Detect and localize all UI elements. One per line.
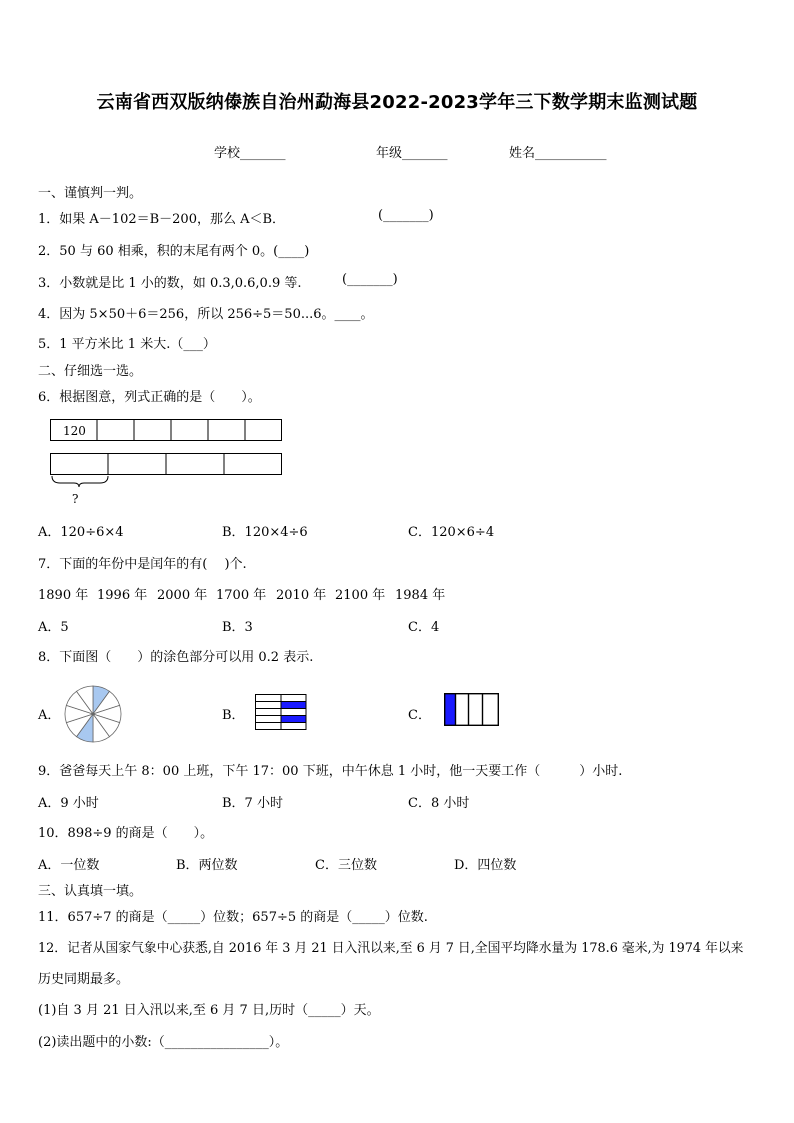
option-8a[interactable]: A． [38,708,61,723]
question-12-line-1: 12．记者从国家气象中心获悉,自 2016 年 3 月 21 日入汛以来,至 6 月 7 日,全国平均降水量为 178.6 毫米,为 1974 年以来 [38,941,744,956]
option-7c[interactable]: C．4 [408,620,440,635]
question-11: 11．657÷7 的商是（_____）位数；657÷5 的商是（_____）位数. [38,910,428,925]
section-heading-2: 二、仔细选一选。 [38,364,143,379]
question-5: 5．1 平方米比 1 米大.（___） [38,337,216,352]
year-item: 1700 年 [216,588,267,603]
question-4: 4．因为 5×50＋6＝256，所以 256÷5＝50...6。____。 [38,307,374,322]
option-10c[interactable]: C．三位数 [315,858,377,873]
grade-field[interactable]: 年级_______ [376,146,448,161]
option-8b[interactable]: B． [222,708,245,723]
option-10a[interactable]: A．一位数 [38,858,100,873]
question-10: 10．898÷9 的商是（ ）。 [38,826,214,841]
answer-blank-3[interactable]: (_______) [342,272,398,287]
year-item: 2100 年 [335,588,386,603]
year-item: 2010 年 [276,588,327,603]
option-9a[interactable]: A．9 小时 [38,796,99,811]
option-6b[interactable]: B．120×4÷6 [222,525,308,540]
option-8c[interactable]: C． [408,708,431,723]
option-10b[interactable]: B．两位数 [176,858,238,873]
section-heading-1: 一、谨慎判一判。 [38,186,143,201]
diagram-question-mark: ? [72,492,79,506]
option-6a[interactable]: A．120÷6×4 [38,525,124,540]
year-item: 1984 年 [395,588,446,603]
option-9c[interactable]: C．8 小时 [408,796,470,811]
question-12-part-1: (1)自 3 月 21 日入汛以来,至 6 月 7 日,历时（_____）天。 [38,1003,380,1018]
question-8: 8．下面图（ ）的涂色部分可以用 0.2 表示. [38,650,314,665]
page-title: 云南省西双版纳傣族自治州勐海县2022-2023学年三下数学期末监测试题 [96,92,698,113]
shaded-circle-figure [64,685,122,743]
option-10d[interactable]: D．四位数 [454,858,517,873]
school-field[interactable]: 学校_______ [214,146,286,161]
question-9: 9．爸爸每天上午 8：00 上班，下午 17：00 下班，中午休息 1 小时，他一天要工作（ ）小时. [38,764,623,779]
shaded-bar-figure [444,693,500,727]
question-7: 7．下面的年份中是闰年的有( )个. [38,557,247,572]
question-12-part-2: (2)读出题中的小数:（________________）。 [38,1035,289,1050]
name-field[interactable]: 姓名___________ [509,146,607,161]
answer-blank-1[interactable]: (_______) [378,208,434,223]
question-3: 3．小数就是比 1 小的数，如 0.3,0.6,0.9 等. [38,276,302,291]
question-12-line-2: 历史同期最多。 [38,972,130,987]
option-7b[interactable]: B．3 [222,620,253,635]
diagram-value-label: 120 [63,424,86,438]
segment-diagram [50,419,285,511]
section-heading-3: 三、认真填一填。 [38,884,143,899]
shaded-stripes-figure [255,694,307,730]
question-6: 6．根据图意，列式正确的是（ ）。 [38,390,261,405]
year-item: 1996 年 [97,588,148,603]
option-6c[interactable]: C．120×6÷4 [408,525,495,540]
question-1: 1．如果 A－102＝B－200，那么 A＜B． [38,212,286,227]
option-9b[interactable]: B．7 小时 [222,796,283,811]
option-7a[interactable]: A．5 [38,620,69,635]
year-item: 1890 年 [38,588,89,603]
year-item: 2000 年 [157,588,208,603]
question-2: 2．50 与 60 相乘，积的末尾有两个 0。(____) [38,244,310,259]
